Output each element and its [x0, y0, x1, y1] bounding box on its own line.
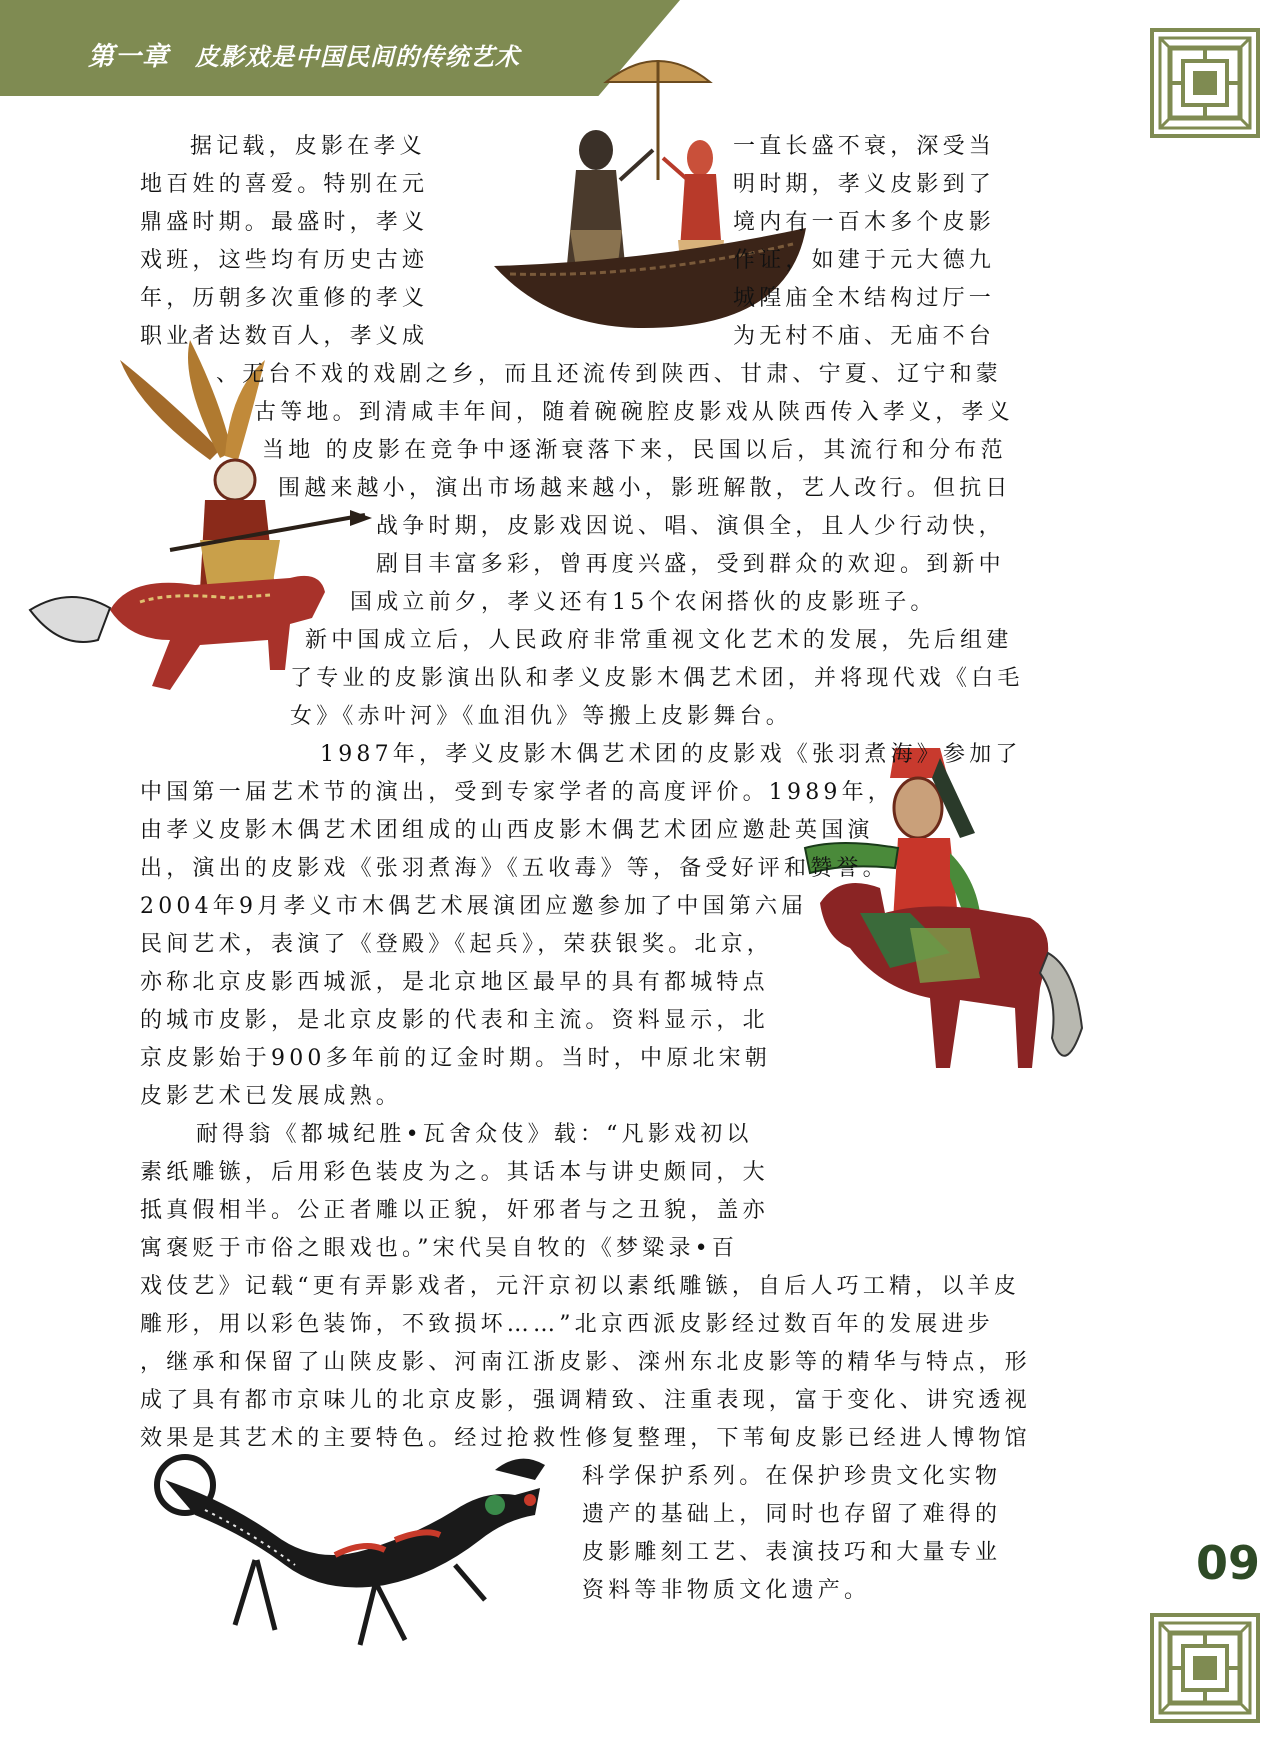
- text-line: 战争时期，皮影戏因说、唱、演俱全，且人少行动快，: [376, 514, 1005, 539]
- text-line: 年，历朝多次重修的孝义: [140, 286, 429, 311]
- text-line: 国成立前夕，孝义还有15个农闲搭伙的皮影班子。: [350, 590, 937, 615]
- dragon-puppet-icon: [135, 1440, 565, 1665]
- text-line: 耐得翁《都城纪胜•瓦舍众伎》载：“凡影戏初以: [196, 1122, 753, 1147]
- text-line: 境内有一百木多个皮影: [733, 210, 996, 235]
- text-line: 抵真假相半。公正者雕以正貌，奸邪者与之丑貌，盖亦: [140, 1198, 769, 1223]
- text-line: 城隍庙全木结构过厅一: [733, 286, 996, 311]
- text-line: 科学保护系列。在保护珍贵文化实物: [582, 1464, 1002, 1489]
- text-line: 的城市皮影，是北京皮影的代表和主流。资料显示，北: [140, 1008, 769, 1033]
- text-line: 皮影艺术已发展成熟。: [140, 1084, 403, 1109]
- text-line: 古等地。到清咸丰年间，随着碗碗腔皮影戏从陕西传入孝义，孝义: [254, 400, 1014, 425]
- text-line: 围越来越小，演出市场越来越小，影班解散，艺人改行。但抗日: [278, 476, 1012, 501]
- text-line: 亦称北京皮影西城派，是北京地区最早的具有都城特点: [140, 970, 769, 995]
- text-line: 当地 的皮影在竞争中逐渐衰落下来，民国以后，其流行和分布范: [262, 438, 1007, 463]
- text-line: 了专业的皮影演出队和孝义皮影木偶艺术团，并将现代戏《白毛: [290, 666, 1024, 691]
- text-line: 女》《赤叶河》《血泪仇》等搬上皮影舞台。: [290, 704, 793, 729]
- text-line: 效果是其艺术的主要特色。经过抢救性修复整理，下苇甸皮影已经进人博物馆: [140, 1426, 1031, 1451]
- text-line: 出，演出的皮影戏《张羽煮海》《五收毒》等，备受好评和赞誉。: [140, 856, 889, 881]
- chapter-number: 第一章: [88, 42, 170, 72]
- text-line: 资料等非物质文化遗产。: [582, 1578, 871, 1603]
- text-line: 明时期，孝义皮影到了: [733, 172, 996, 197]
- text-line: 据记载，皮影在孝义: [190, 134, 426, 159]
- text-line: 皮影雕刻工艺、表演技巧和大量专业: [582, 1540, 1002, 1565]
- text-line: 剧目丰富多彩，曾再度兴盛，受到群众的欢迎。到新中: [376, 552, 1005, 577]
- text-line: 成了具有都市京味儿的北京皮影，强调精致、注重表现，富于变化、讲究透视: [140, 1388, 1031, 1413]
- page-number: 09: [1196, 1536, 1261, 1590]
- text-line: 素纸雕镞，后用彩色装皮为之。其话本与讲史颇同，大: [140, 1160, 769, 1185]
- text-line: 2004年9月孝义市木偶艺术展演团应邀参加了中国第六届: [140, 894, 808, 919]
- text-line: 地百姓的喜爱。特别在元: [140, 172, 429, 197]
- text-line: 为无村不庙、无庙不台: [733, 324, 996, 349]
- text-line: 作证，如建于元大德九: [733, 248, 996, 273]
- text-line: 戏班，这些均有历史古迹: [140, 248, 429, 273]
- text-line: 京皮影始于900多年前的辽金时期。当时，中原北宋朝: [140, 1046, 771, 1071]
- text-line: ，继承和保留了山陕皮影、河南江浙皮影、滦州东北皮影等的精华与特点，形: [140, 1350, 1031, 1375]
- text-line: 民间艺术，表演了《登殿》《起兵》，荣获银奖。北京，: [140, 932, 774, 957]
- text-line: 一直长盛不衰，深受当: [733, 134, 996, 159]
- text-line: 职业者达数百人，孝义成: [140, 324, 429, 349]
- chapter-header: [88, 36, 520, 73]
- text-line: 鼎盛时期。最盛时，孝义: [140, 210, 429, 235]
- text-line: 戏伎艺》记载“更有弄影戏者，元汗京初以素纸雕镞，自后人巧工精，以羊皮: [140, 1274, 1021, 1299]
- text-line: 、无台不戏的戏剧之乡，而且还流传到陕西、甘肃、宁夏、辽宁和蒙: [216, 362, 1003, 387]
- text-line: 遗产的基础上，同时也存留了难得的: [582, 1502, 1002, 1527]
- text-line: 雕形，用以彩色装饰，不致损坏……”北京西派皮影经过数百年的发展进步: [140, 1312, 994, 1337]
- text-line: 由孝义皮影木偶艺术团组成的山西皮影木偶艺术团应邀赴英国演: [140, 818, 874, 843]
- text-line: 中国第一届艺术节的演出，受到专家学者的高度评价。1989年，: [140, 780, 894, 805]
- chinese-lattice-icon: [1150, 28, 1260, 138]
- text-line: 1987年，孝义皮影木偶艺术团的皮影戏《张羽煮海》参加了: [320, 742, 1022, 767]
- text-line: 寓褒贬于市俗之眼戏也。”宋代吴自牧的《梦粱录•百: [140, 1236, 739, 1261]
- chinese-lattice-icon: [1150, 1613, 1260, 1723]
- text-line: 新中国成立后，人民政府非常重视文化艺术的发展，先后组建: [305, 628, 1013, 653]
- chapter-title: 皮影戏是中国民间的传统艺术: [195, 43, 521, 71]
